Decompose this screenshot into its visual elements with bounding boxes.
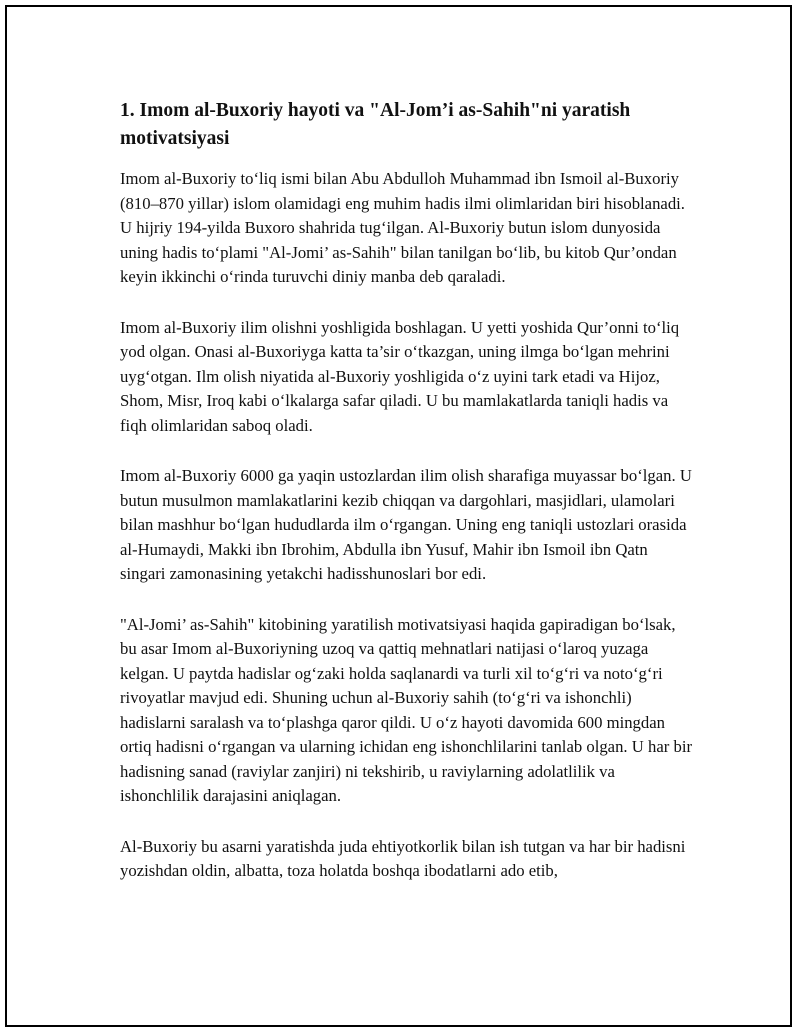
paragraph-early-education: Imom al-Buxoriy ilim olishni yoshligida boshlagan. U yetti yoshida Qur’onni to‘liq yod olgan. Onasi al-Buxoriyga katta ta’sir o‘tkazgan, uning ilmga bo‘lgan mehrini uyg‘otgan. Ilm olish niyatida al-Buxoriy yoshligida o‘z uyini tark etadi va Hijoz, Shom, Misr, Iroq kabi o‘lkalarga safar qiladi. U bu mamlakatlarda taniqli hadis va fiqh olimlaridan saboq oladi. (120, 317, 680, 435)
paragraph-teachers: Imom al-Buxoriy 6000 ga yaqin ustozlardan ilim olish sharafiga muyassar bo‘lgan. U butun musulmon mamlakatlarini kezib chiqqan va dargohlari, masjidlari, ulamolari bilan mashhur bo‘lgan hududlarda ilm o‘rgangan. Uning eng taniqli ustozlari orasida al-Humaydi, Makki ibn Ibrohim, Abdulla ibn Yusuf, Mahir ibn Ismoil ibn Qatn singari zamonasining yetakchi hadisshunoslari bor edi. (120, 466, 692, 583)
section-heading: 1. Imom al-Buxoriy hayoti va "Al-Jom’i as-Sahih"ni yaratish motivatsiyasi (120, 100, 631, 149)
document-page (5, 5, 792, 1027)
document-content (120, 97, 695, 910)
paragraph-method: Al-Buxoriy bu asarni yaratishda juda ehtiyotkorlik bilan ish tutgan va har bir hadisni yozishdan oldin, albatta, toza holatda boshqa ibodatlarni ado etib, (120, 836, 686, 880)
paragraph-motivation: "Al-Jomi’ as-Sahih" kitobining yaratilish motivatsiyasi haqida gapiradigan bo‘lsak, bu asar Imom al-Buxoriyning uzoq va qattiq mehnatlari natijasi o‘laroq yuzaga kelgan. U paytda hadislar og‘zaki holda saqlanardi va turli xil to‘g‘ri va noto‘g‘ri rivoyatlar mavjud edi. Shuning uchun al-Buxoriy sahih (to‘g‘ri va ishonchli) hadislarni saralash va to‘plashga qaror qildi. U o‘z hayoti davomida 600 mingdan ortiq hadisni o‘rgangan va ularning ichidan eng ishonchlilarini tanlab olgan. U har bir hadisning sanad (raviylar zanjiri) ni tekshirib, u raviylarning adolatlilik va ishonchlilik darajasini aniqlagan. (120, 614, 693, 805)
paragraph-biography: Imom al-Buxoriy to‘liq ismi bilan Abu Abdulloh Muhammad ibn Ismoil al-Buxoriy (810–870 yillar) islom olamidagi eng muhim hadis ilmi olimlaridan biri hisoblanadi. U hijriy 194-yilda Buxoro shahrida tug‘ilgan. Al-Buxoriy butun islom dunyosida uning hadis to‘plami "Al-Jomi’ as-Sahih" bilan tanilgan bo‘lib, bu kitob Qur’ondan keyin ikkinchi o‘rinda turuvchi diniy manba deb qaraladi. (120, 169, 685, 286)
